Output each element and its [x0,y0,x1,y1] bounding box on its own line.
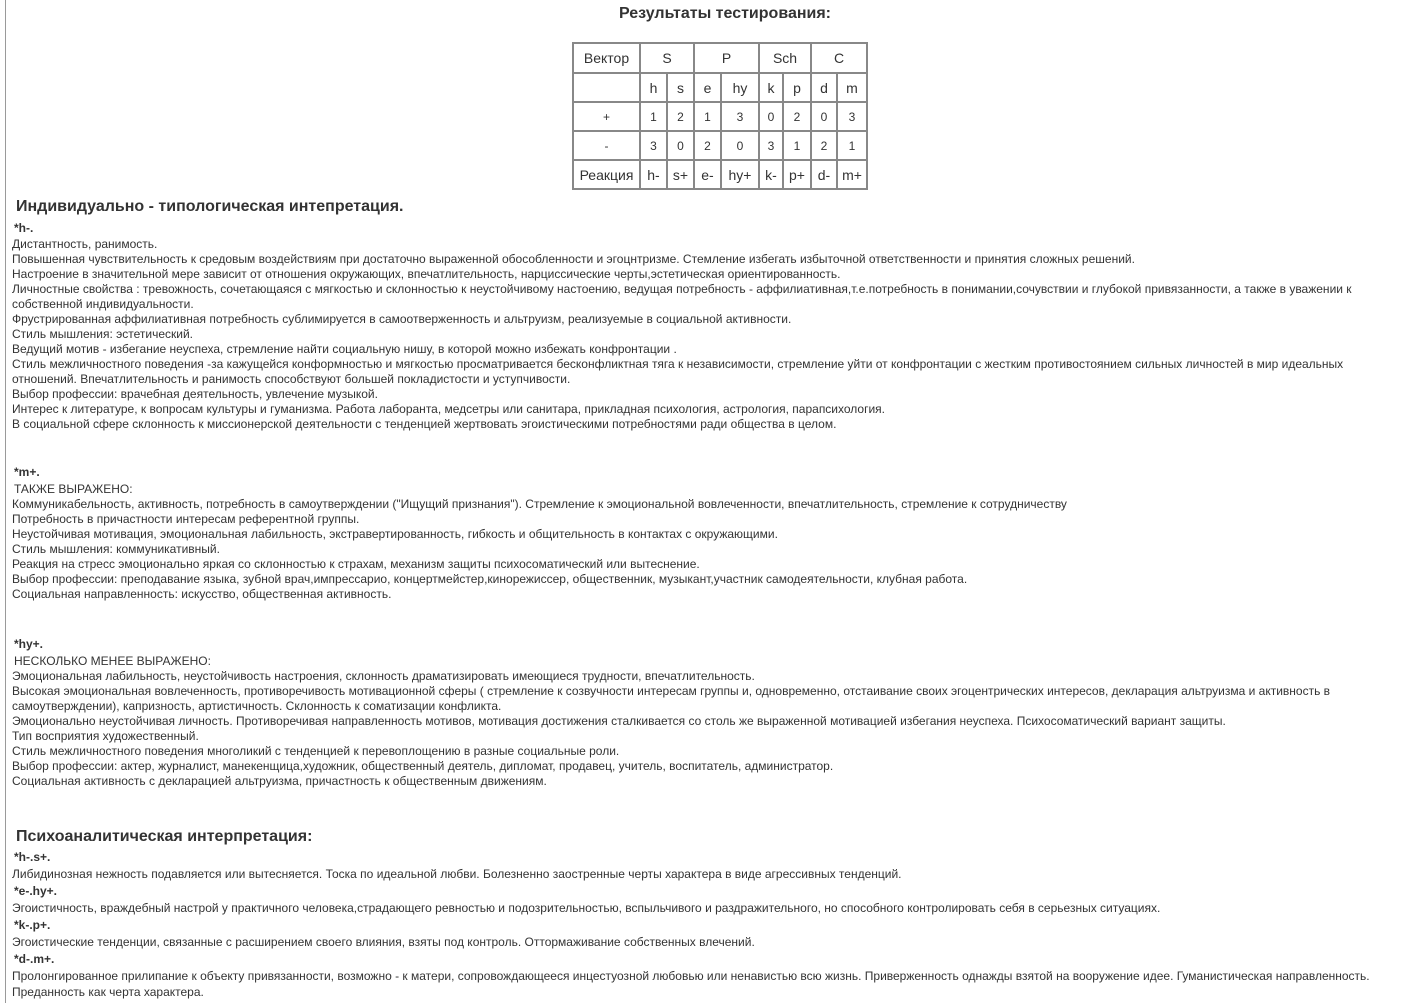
paragraph: Пролонгированное прилипание к объекту привязанности, возможно - к матери, сопровождающееся инцестуозной любовью или ненавистью всю жизнь. Приверженность однажды взятой на вооружение идее. Гуманистическая направленность. Преданность как черта характера. [12,969,1370,999]
paragraph: Эгоистические тенденции, связанные с расширением своего влияния, взяты под контроль. Оттормаживание собственных влечений. [12,935,755,949]
paragraph: Дистантность, ранимость. [12,237,158,251]
paragraph: Неустойчивая мотивация, эмоциональная лабильность, экстравертированность, гибкость и общительность в контактах с окружающими. [12,527,778,541]
factor-cell: hy [721,73,759,102]
factor-cell: k [759,73,783,102]
block-code: *d-.m+. [14,952,55,966]
paragraph: Социальная активность с декларацией альтруизма, причастность к общественным движениям. [12,774,547,788]
factor-cell: e [694,73,721,102]
factor-cell: m [837,73,867,102]
paragraph: Стиль мышления: эстетический. [12,327,194,341]
value-cell: 0 [667,131,694,160]
factors-empty-cell [573,73,640,102]
interpretation-block-h [12,219,1402,432]
paragraph: Личностные свойства : тревожность, сочетающаяся с мягкостью и склонностью к неустойчивому настоению, ведущая потребность - аффилиативная,т.е.потребность в понимании,сочувствии и глубокой привязанности, а также в уважении к собственной индивидуальности. [12,282,1352,311]
table-header-row [573,43,867,73]
reaction-cell: h- [640,160,667,189]
paragraph: Интерес к литературе, к вопросам культуры и гуманизма. Работа лаборанта, медсетры или санитара, прикладная психология, астрология, парапсихология. [12,402,886,416]
paragraph: Фрустрированная аффилиативная потребность сублимируется в самоотверженность и альтруизм, реализуемые в социальной активности. [12,312,792,326]
block-subtitle: НЕСКОЛЬКО МЕНЕЕ ВЫРАЖЕНО: [14,654,211,668]
factors-row [573,73,867,102]
block-subtitle: ТАКЖЕ ВЫРАЖЕНО: [14,482,133,496]
page-left-border [5,0,6,1003]
value-cell: 0 [721,131,759,160]
value-cell: 3 [837,102,867,131]
paragraph: Реакция на стресс эмоционально яркая со склонностью к страхам, механизм защиты психосоматический или вытеснение. [12,557,700,571]
block-code: *m+. [14,465,40,479]
paragraph: Стиль межличностного поведения -за кажущейся конформностью и мягкостью просматривается бесконфликтная тяга к независимости, стремление уйти от конфронтации с жестким противостоянием сильных личностей в мир идеальных отношений. Впечатлительность и ранимость способствуют большей покладистости и уступчивости. [12,357,1344,386]
vector-cell-p: P [694,43,759,73]
reaction-cell: k- [759,160,783,189]
reaction-row [573,160,867,189]
value-cell: 2 [811,131,837,160]
reaction-cell: m+ [837,160,867,189]
row-label-minus: - [573,131,640,160]
value-cell: 2 [694,131,721,160]
value-cell: 3 [721,102,759,131]
reaction-cell: p+ [783,160,811,189]
value-cell: 1 [837,131,867,160]
value-cell: 0 [759,102,783,131]
reaction-cell: hy+ [721,160,759,189]
results-table [572,42,868,190]
block-code: *h-. [14,221,34,235]
block-code: *k-.p+. [14,918,51,932]
value-cell: 2 [667,102,694,131]
paragraph: Выбор профессии: актер, журналист, манекенщица,художник, общественный деятель, дипломат, продавец, учитель, воспитатель, администратор. [12,759,834,773]
vector-header-cell: Вектор [573,43,640,73]
reaction-cell: e- [694,160,721,189]
individual-section-title: Индивидуально - типологическая интепретация. [16,198,404,215]
vector-cell-s: S [640,43,694,73]
paragraph: Выбор профессии: преподавание языка, зубной врач,импрессарио, концертмейстер,кинорежиссер, общественник, музыкант,участник самодеятельности, клубная работа. [12,572,968,586]
factor-cell: d [811,73,837,102]
paragraph: Стиль мышления: коммуникативный. [12,542,220,556]
vector-cell-sch: Sch [759,43,811,73]
value-cell: 1 [640,102,667,131]
factor-cell: s [667,73,694,102]
factor-cell: p [783,73,811,102]
block-code: *h-.s+. [14,850,51,864]
value-cell: 1 [783,131,811,160]
value-cell: 0 [811,102,837,131]
reaction-cell: s+ [667,160,694,189]
paragraph: Ведущий мотив - избегание неуспеха, стремление найти социальную нишу, в которой можно избежать конфронтации . [12,342,677,356]
paragraph: Выбор профессии: врачебная деятельность, увлечение музыкой. [12,387,378,401]
paragraph: Высокая эмоциональная вовлеченность, противоречивость мотивационной сферы ( стремление к созвучности интересам группы и, одновременно, отстаивание своих эгоцентрических интересов, декларация альтруизма и активность в самоутверждении), капризность, артистичность. Склонность к соматизации конфликта. [12,684,1331,713]
block-code: *hy+. [14,637,44,651]
psychoanalytic-blocks [12,849,1402,1000]
block-code: *e-.hy+. [14,884,58,898]
interpretation-block-hy [12,635,1402,789]
paragraph: Коммуникабельность, активность, потребность в самоутверждении ("Ищущий признания"). Стремление к эмоциональной вовлеченности, впечатлительность, стремление к сотрудничеству [12,497,1067,511]
paragraph: Повышенная чувствительность к средовым воздействиям при достаточно выраженной обособленности и эгоцнтризме. Стемление избегать избыточной ответственности и принятия сложных решений. [12,252,1135,266]
paragraph: Тип восприятия художественный. [12,729,199,743]
value-cell: 3 [640,131,667,160]
minus-row [573,131,867,160]
value-cell: 1 [694,102,721,131]
paragraph: Социальная направленность: искусство, общественная активность. [12,587,392,601]
paragraph: Либидинозная нежность подавляется или вытесняется. Тоска по идеальной любви. Болезненно заостренные черты характера в виде агрессивных тенденций. [12,867,902,881]
interpretation-block-m [12,463,1402,602]
reaction-cell: d- [811,160,837,189]
paragraph: Эгоистичность, враждебный настрой у практичного человека,страдающего ревностью и подозрительностью, вспыльчивого и раздражительного, но способного контролировать себя в серьезных ситуациях. [12,901,1161,915]
paragraph: Эмоционально неустойчивая личность. Противоречивая направленность мотивов, мотивация достижения сталкивается со столь же выраженной мотивацией избегания неуспеха. Психосоматический вариант защиты. [12,714,1226,728]
page-title: Результаты тестирования: [618,5,831,22]
value-cell: 2 [783,102,811,131]
vector-cell-c: C [811,43,867,73]
psychoanalytic-section-title: Психоаналитическая интерпретация: [16,828,313,845]
row-label-reaction: Реакция [573,160,640,189]
factor-cell: h [640,73,667,102]
paragraph: Потребность в причастности интересам референтной группы. [12,512,360,526]
value-cell: 3 [759,131,783,160]
paragraph: В социальной сфере склонность к миссионерской деятельности с тенденцией жертвовать эгоистическими потребностями ради общества в целом. [12,417,837,431]
paragraph: Настроение в значительной мере зависит от отношения окружающих, впечатлительность, нарциссические черты,эстетическая ориентированность. [12,267,841,281]
paragraph: Эмоциональная лабильность, неустойчивость настроения, склонность драматизировать имеющиеся трудности, впечатлительность. [12,669,755,683]
plus-row [573,102,867,131]
row-label-plus: + [573,102,640,131]
paragraph: Стиль межличностного поведения многоликий с тенденцией к перевоплощению в разные социальные роли. [12,744,620,758]
